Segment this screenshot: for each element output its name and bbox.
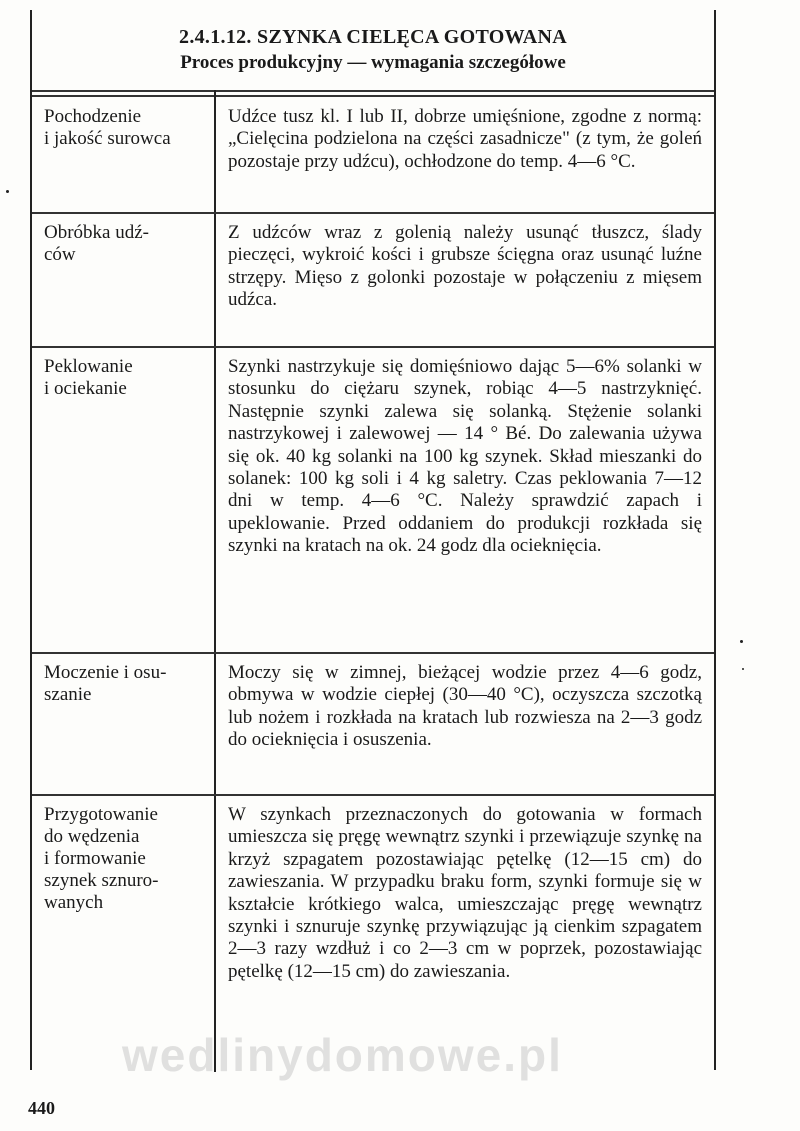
row-divider [32, 212, 714, 214]
row-label-curing: Peklowanie i ociekanie [44, 356, 133, 399]
page-number: 440 [28, 1098, 55, 1118]
section-subtitle: Proces produkcyjny — wymagania szczegółowe [180, 52, 566, 73]
section-title: 2.4.1.12. SZYNKA CIELĘCA GOTOWANA [179, 26, 567, 48]
scan-speck [742, 668, 744, 670]
column-divider [214, 90, 216, 1072]
table-header [32, 24, 714, 76]
row-text-soaking: Moczy się w zimnej, bieżącej wodzie przez 4—6 godz, obmywa w wodzie ciepłej (30—40 °C), oczyszcza szczotką lub nożem i rozkłada na kratach lub rozwiesza na 2—3 godz do ocieknięcia i osuszenia. [228, 662, 702, 751]
row-text-curing: Szynki nastrzykuje się domięśniowo dając 5—6% solanki w stosunku do ciężaru szynek, robiąc 4—5 nastrzyknięć. Następnie szynki zalewa się solanką. Stężenie solanki nastrzykowej i zalewowej — 14 ° Bé. Do zalewania używa się ok. 40 kg solanki na 100 kg szynek. Skład mieszanki do solanek: 100 kg soli i 4 kg saletry. Czas peklowania 7—12 dni w temp. 4—6 °C. Należy sprawdzić zapach i upeklowanie. Przed oddaniem do produkcji rozkłada się szynki na kratach na ok. 24 godz dla ocieknięcia. [228, 356, 702, 557]
scan-speck [6, 190, 9, 193]
table-frame [30, 10, 716, 1081]
row-label-trimming: Obróbka udź- ców [44, 222, 149, 265]
row-label-preparation: Przygotowanie do wędzenia i formowanie szynek sznuro- wanych [44, 804, 159, 913]
row-divider [32, 346, 714, 348]
row-divider [32, 794, 714, 796]
row-text-trimming: Z udźców wraz z golenią należy usunąć tłuszcz, ślady pieczęci, wykroić kości i grubsze ścięgna oraz usunąć luźne strzępy. Mięso z golonki pozostaje w połączeniu z mięsem udźca. [228, 222, 702, 311]
row-label-origin: Pochodzenie i jakość surowca [44, 106, 171, 149]
row-label-soaking: Moczenie i osu- szanie [44, 662, 167, 705]
header-divider [32, 90, 714, 92]
scan-speck [740, 640, 743, 643]
row-divider [32, 652, 714, 654]
watermark: wedlinydomowe.pl [122, 1029, 563, 1081]
row-text-preparation: W szynkach przeznaczonych do gotowania w formach umieszcza się pręgę wewnątrz szynki i przewiązuje szynkę na krzyż szpagatem pozostawiając pętelkę (12—15 cm) do zawieszania. W przypadku braku form, szynki formuje się w kształcie krótkiego walca, umieszczając pręgę wewnątrz szynki i sznuruje szynkę przywiązując ją cienkim szpagatem 2—3 razy wzdłuż i co 2—3 cm w poprzek, pozostawiając pętelkę (12—15 cm) do zawieszania. [228, 804, 702, 982]
row-text-origin: Udźce tusz kl. I lub II, dobrze umięśnione, zgodne z normą: „Cielęcina podzielona na części zasadnicze" (z tym, że goleń pozostaje przy udźcu), ochłodzone do temp. 4—6 °C. [228, 106, 702, 172]
header-divider-double [32, 95, 714, 97]
